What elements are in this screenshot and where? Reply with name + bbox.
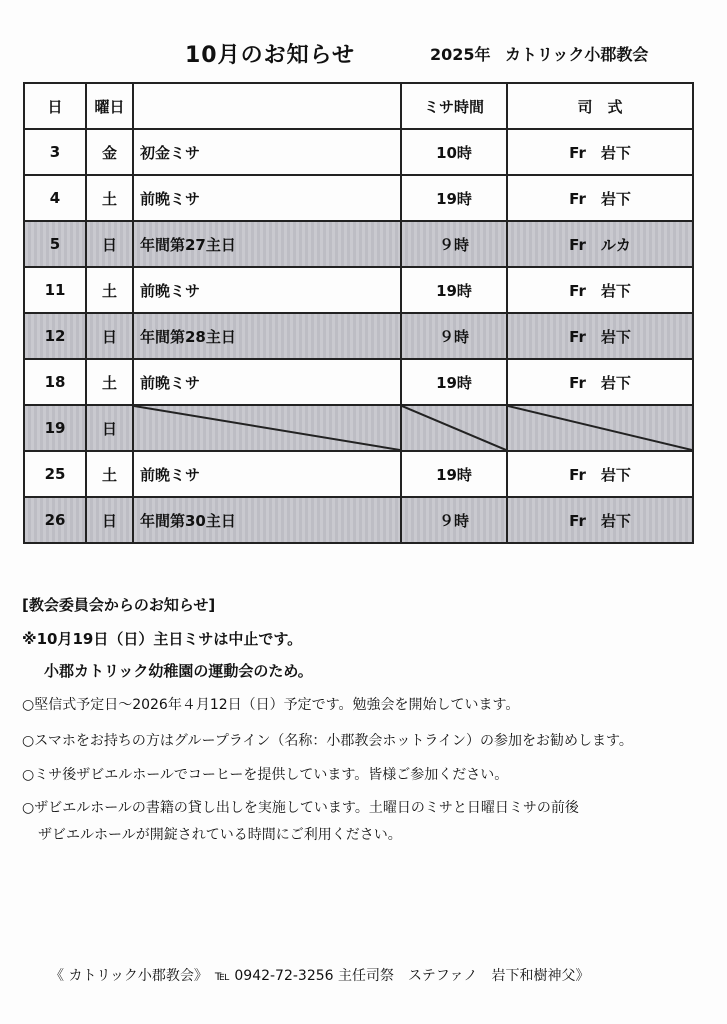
table-row	[24, 129, 693, 175]
day-cell: 11	[24, 267, 86, 313]
notice-item: ○ミサ後ザビエルホールでコーヒーを提供しています。皆様ご参加ください。	[22, 767, 509, 783]
time-cell: 19時	[401, 451, 507, 497]
celebrant-cell: Fr 岩下	[507, 451, 693, 497]
header-weekday: 曜日	[86, 83, 133, 129]
weekday-cell: 土	[86, 175, 133, 221]
strike-diagonal	[508, 406, 692, 450]
header-event	[133, 83, 401, 129]
header-mass-time: ミサ時間	[401, 83, 507, 129]
event-cell: 前晩ミサ	[133, 359, 401, 405]
event-cell	[133, 405, 401, 451]
day-cell: 18	[24, 359, 86, 405]
celebrant-cell: Fr 岩下	[507, 359, 693, 405]
table-row	[24, 451, 693, 497]
weekday-cell: 日	[86, 405, 133, 451]
event-cell: 年間第28主日	[133, 313, 401, 359]
notice-item: ○スマホをお持ちの方はグループライン（名称：小郡教会ホットライン）の参加をお勧めします。	[22, 733, 633, 749]
notice-heading: [教会委員会からのお知らせ]	[22, 596, 216, 614]
day-cell: 4	[24, 175, 86, 221]
weekday-cell: 日	[86, 313, 133, 359]
mass-schedule-table	[23, 82, 694, 544]
footer-contact: 《 カトリック小郡教会》 ℡ 0942-72-3256 主任司祭 ステファノ 岩下和樹神父》	[50, 968, 590, 984]
strike-diagonal	[134, 406, 400, 450]
strike-diagonal	[402, 406, 506, 450]
time-cell: 19時	[401, 359, 507, 405]
celebrant-cell	[507, 405, 693, 451]
header-celebrant: 司 式	[507, 83, 693, 129]
notice-item: ○ザビエルホールの書籍の貸し出しを実施しています。土曜日のミサと日曜日ミサの前後	[22, 800, 579, 816]
table-row	[24, 497, 693, 543]
weekday-cell: 土	[86, 267, 133, 313]
time-cell: ９時	[401, 221, 507, 267]
notice-item: ○堅信式予定日～2026年４月12日（日）予定です。勉強会を開始しています。	[22, 697, 520, 713]
celebrant-cell: Fr 岩下	[507, 497, 693, 543]
celebrant-cell: Fr 岩下	[507, 129, 693, 175]
time-cell: ９時	[401, 497, 507, 543]
day-cell: 19	[24, 405, 86, 451]
notice-item: ザビエルホールが開錠されている時間にご利用ください。	[38, 827, 402, 843]
table-row	[24, 359, 693, 405]
table-row	[24, 221, 693, 267]
event-cell: 年間第30主日	[133, 497, 401, 543]
table-row	[24, 313, 693, 359]
weekday-cell: 日	[86, 497, 133, 543]
event-cell: 前晩ミサ	[133, 267, 401, 313]
weekday-cell: 日	[86, 221, 133, 267]
header-day: 日	[24, 83, 86, 129]
weekday-cell: 土	[86, 359, 133, 405]
cancel-notice-line2: 小郡カトリック幼稚園の運動会のため。	[44, 662, 313, 680]
celebrant-cell: Fr 岩下	[507, 175, 693, 221]
day-cell: 25	[24, 451, 86, 497]
time-cell: 10時	[401, 129, 507, 175]
time-cell	[401, 405, 507, 451]
event-cell: 前晩ミサ	[133, 451, 401, 497]
weekday-cell: 土	[86, 451, 133, 497]
day-cell: 3	[24, 129, 86, 175]
table-row	[24, 267, 693, 313]
cancel-notice-line1: ※10月19日（日）主日ミサは中止です。	[22, 630, 303, 648]
table-header-row	[24, 83, 693, 129]
celebrant-cell: Fr 岩下	[507, 313, 693, 359]
day-cell: 5	[24, 221, 86, 267]
table-row	[24, 175, 693, 221]
weekday-cell: 金	[86, 129, 133, 175]
event-cell: 初金ミサ	[133, 129, 401, 175]
page-title: 10月のお知らせ	[185, 43, 355, 68]
time-cell: 19時	[401, 267, 507, 313]
celebrant-cell: Fr ルカ	[507, 221, 693, 267]
event-cell: 年間第27主日	[133, 221, 401, 267]
event-cell: 前晩ミサ	[133, 175, 401, 221]
day-cell: 26	[24, 497, 86, 543]
year-label: 2025年	[430, 45, 491, 64]
time-cell: ９時	[401, 313, 507, 359]
day-cell: 12	[24, 313, 86, 359]
celebrant-cell: Fr 岩下	[507, 267, 693, 313]
church-name: カトリック小郡教会	[505, 45, 649, 64]
table-row	[24, 405, 693, 451]
time-cell: 19時	[401, 175, 507, 221]
